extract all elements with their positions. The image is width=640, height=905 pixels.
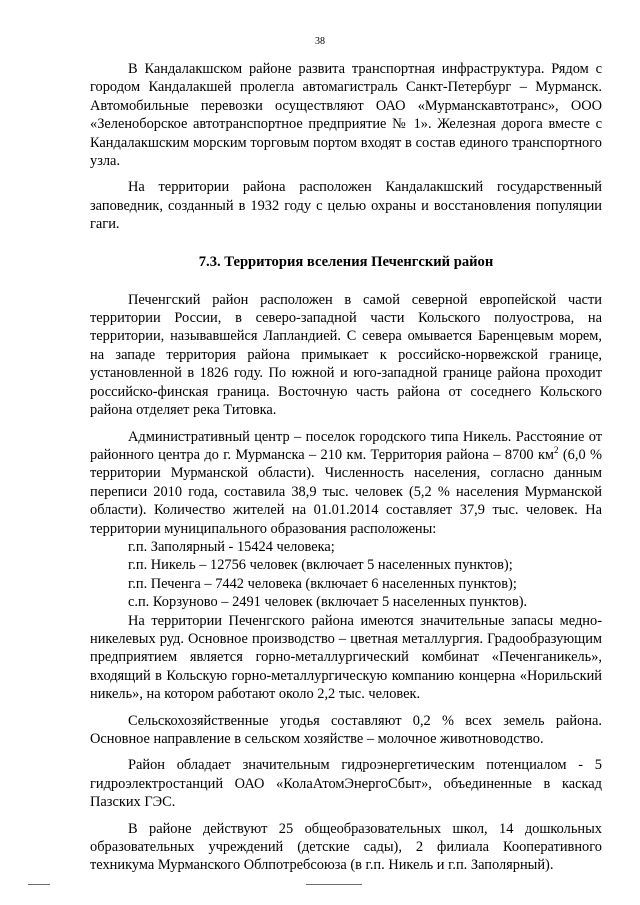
footer-divider-center — [306, 884, 362, 885]
settlement-item: г.п. Заполярный - 15424 человека; — [128, 538, 335, 555]
page-number: 38 — [315, 36, 325, 47]
document-body — [90, 60, 602, 875]
paragraph-industry: На территории Печенгского района имеются значительные запасы медно-никелевых руд. Основное производство – цветная металлургия. Градообразующим предприятием является горно-металлургический комбинат «Печенганикель», входящий в Кольскую горно-металлургическую компанию концерна «Норильский никель», на котором работают около 2,2 тыс. человек. — [90, 612, 602, 703]
paragraph-intro: Печенгский район расположен в самой северной европейской части территории России, в северо-западной части Кольского полуострова, на территории, называвшейся Лапландией. С севера омывается Баренцевым морем, на западе территория района примыкает к российско-норвежской границе, установленной в 1826 году. По южной и юго-западной границе района проходит российско-финская граница. Восточную часть района от соседнего Кольского района отделяет река Титовка. — [90, 291, 602, 419]
settlement-item: г.п. Никель – 12756 человек (включает 5 населенных пунктов); — [128, 557, 513, 574]
paragraph-transport: В Кандалакшском районе развита транспортная инфраструктура. Рядом с городом Кандалакшей пролегла автомагистраль Санкт-Петербург – Мурманск. Автомобильные перевозки осуществляют ОАО «Мурманскавтотранс», ООО «Зеленоборское автотранспортное предприятие № 1». Железная дорога вместе с Кандалакшским морским торговым портом входят в состав единого транспортного узла. — [90, 61, 602, 170]
paragraph-admin — [90, 428, 602, 538]
paragraph-education: В районе действуют 25 общеобразовательных школ, 14 дошкольных образовательных учреждений (детские сады), 2 филиала Кооперативного техникума Мурманского Облпотребсоюза (в г.п. Никель и г.п. Заполярный). — [90, 820, 602, 874]
section-heading: 7.3. Территория вселения Печенгский район — [198, 253, 494, 270]
settlement-item: г.п. Печенга – 7442 человека (включает 6 населенных пунктов); — [128, 575, 517, 592]
superscript-2: 2 — [554, 445, 559, 456]
paragraph-hydro: Район обладает значительным гидроэнергетическим потенциалом - 5 гидроэлектростанций ОАО «КолаАтомЭнергоСбыт», объединенные в каскад Пазских ГЭС. — [90, 757, 602, 811]
paragraph-reserve: На территории района расположен Кандалакшский государственный заповедник, созданный в 1932 году с целью охраны и восстановления популяции гаги. — [90, 179, 602, 233]
settlement-item: с.п. Корзуново – 2491 человек (включает 5 населенных пунктов). — [128, 594, 528, 611]
admin-text-end: (6,0 % территории Мурманской области). Численность населения, согласно данным переписи 2010 года, составила 38,9 тыс. человек (5,2 % населения Мурманской области). Количество жителей на 01.01.2014 составляет 37,9 тыс. человек. На территории муниципального образования расположены: — [90, 446, 602, 537]
footer-divider-left — [28, 884, 50, 885]
paragraph-agriculture: Сельскохозяйственные угодья составляют 0,2 % всех земель района. Основное направление в сельском хозяйстве – молочное животноводство. — [90, 712, 602, 747]
admin-text-start: Административный центр – поселок городского типа Никель. Расстояние от районного центра до г. Мурманска – 210 км. Территория района – 8700 км — [90, 428, 602, 463]
